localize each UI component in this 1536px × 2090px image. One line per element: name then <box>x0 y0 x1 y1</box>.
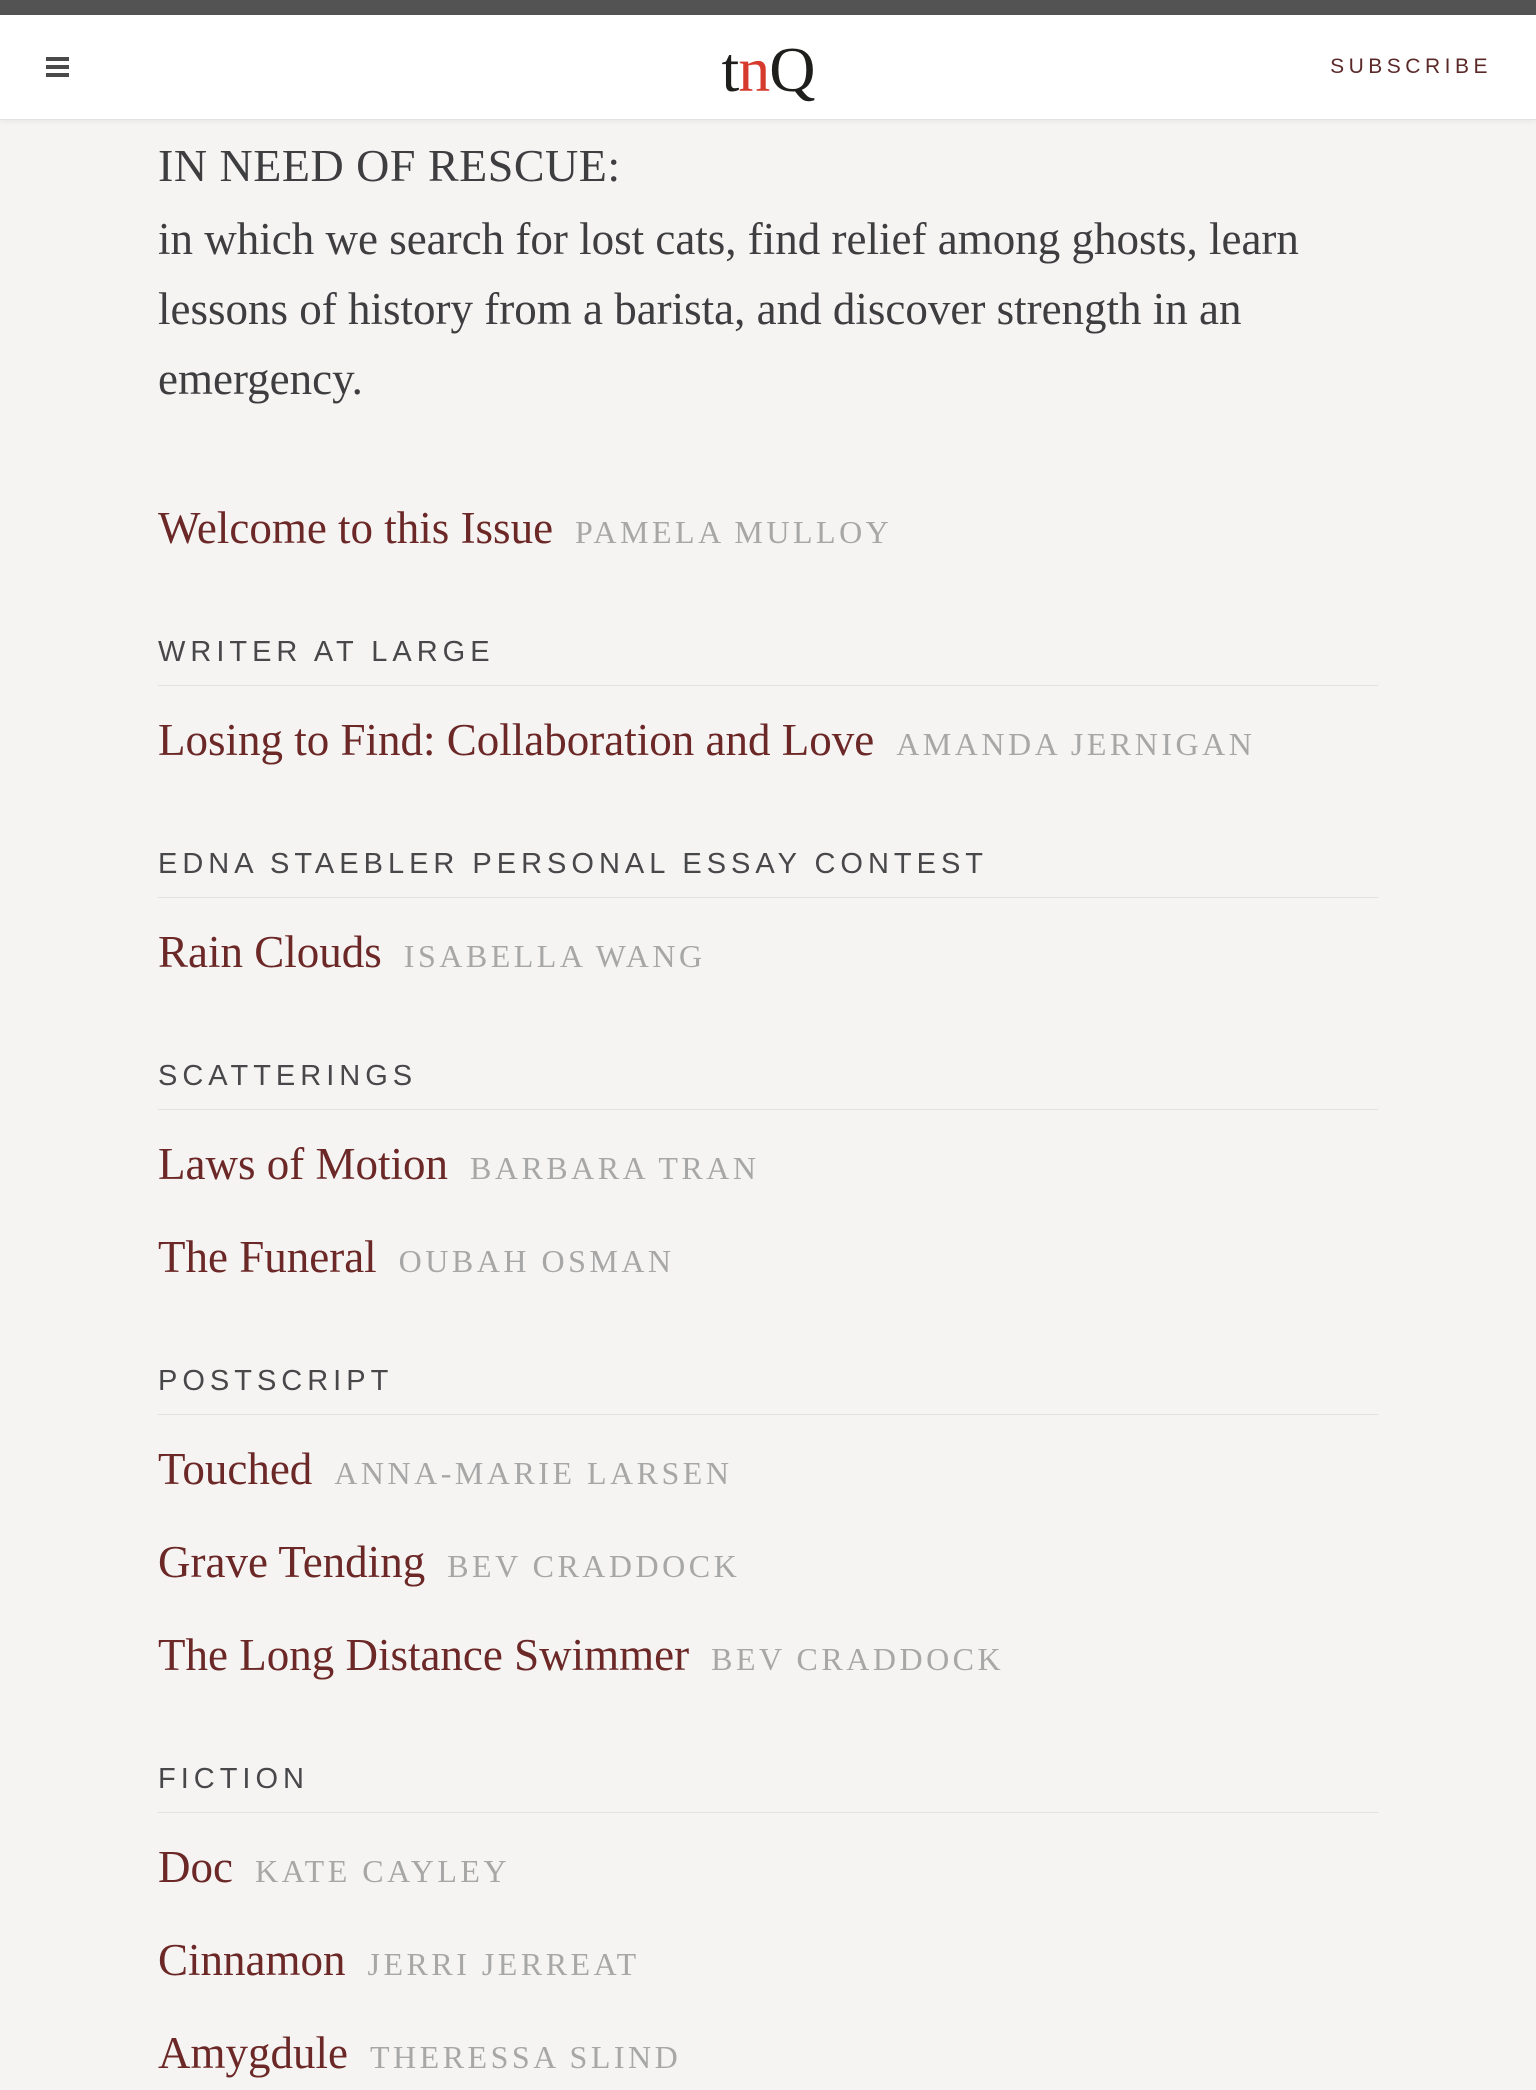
article-author: AMANDA JERNIGAN <box>896 726 1256 762</box>
section-label: WRITER AT LARGE <box>158 636 495 668</box>
section-label: FICTION <box>158 1763 309 1795</box>
section-label: EDNA STAEBLER PERSONAL ESSAY CONTEST <box>158 848 989 880</box>
article-link[interactable] <box>158 1443 1378 1506</box>
issue-intro <box>158 136 1378 414</box>
article-link-welcome[interactable] <box>158 502 1378 565</box>
article-author: BEV CRADDOCK <box>447 1548 741 1584</box>
menu-hamburger-icon[interactable] <box>46 53 69 81</box>
article-link[interactable] <box>158 1138 1378 1201</box>
article-link[interactable] <box>158 714 1378 777</box>
article-author: PAMELA MULLOY <box>575 514 893 550</box>
article-link[interactable] <box>158 2027 1378 2090</box>
section-edna-staebler-contest <box>158 847 1378 989</box>
section-writer-at-large <box>158 635 1378 777</box>
article-author: OUBAH OSMAN <box>398 1243 675 1279</box>
section-divider <box>158 897 1378 898</box>
article-link[interactable] <box>158 1536 1378 1599</box>
section-label: POSTSCRIPT <box>158 1365 394 1397</box>
article-link[interactable] <box>158 926 1378 989</box>
section-postscript <box>158 1364 1378 1692</box>
site-logo[interactable] <box>721 32 815 105</box>
section-scatterings <box>158 1059 1378 1294</box>
subscribe-link[interactable]: SUBSCRIBE <box>1330 55 1492 78</box>
section-label: SCATTERINGS <box>158 1060 418 1092</box>
article-title: Grave Tending <box>158 1537 426 1587</box>
issue-description: in which we search for lost cats, find relief among ghosts, learn lessons of history from a barista, and discover strength in an emergency. <box>158 214 1299 404</box>
logo-letter-t: t <box>721 34 739 105</box>
browser-top-bar <box>0 0 1536 15</box>
section-divider <box>158 685 1378 686</box>
site-header <box>0 15 1536 120</box>
article-author: BEV CRADDOCK <box>711 1641 1005 1677</box>
article-title: Amygdule <box>158 2028 348 2078</box>
article-author: BARBARA TRAN <box>469 1150 760 1186</box>
table-of-contents <box>158 136 1378 2090</box>
article-title: Touched <box>158 1444 313 1494</box>
article-title: The Funeral <box>158 1232 377 1282</box>
article-author: ISABELLA WANG <box>403 938 706 974</box>
article-author: THERESSA SLIND <box>369 2039 682 2075</box>
article-title: Laws of Motion <box>158 1139 448 1189</box>
article-link[interactable] <box>158 1629 1378 1692</box>
section-fiction <box>158 1762 1378 2090</box>
article-title: Losing to Find: Collaboration and Love <box>158 715 875 765</box>
article-author: KATE CAYLEY <box>254 1853 511 1889</box>
logo-letter-n: n <box>738 34 770 105</box>
section-divider <box>158 1109 1378 1110</box>
section-divider <box>158 1414 1378 1415</box>
article-title: Doc <box>158 1842 233 1892</box>
article-link[interactable] <box>158 1841 1378 1904</box>
article-link[interactable] <box>158 1934 1378 1997</box>
logo-letter-q: Q <box>769 34 815 105</box>
article-link[interactable] <box>158 1231 1378 1294</box>
article-title: Welcome to this Issue <box>158 503 554 553</box>
article-title: Rain Clouds <box>158 927 382 977</box>
article-author: JERRI JERREAT <box>367 1946 640 1982</box>
article-title: Cinnamon <box>158 1935 346 1985</box>
issue-title: IN NEED OF RESCUE: <box>158 140 621 191</box>
article-author: ANNA-MARIE LARSEN <box>334 1455 733 1491</box>
section-divider <box>158 1812 1378 1813</box>
article-title: The Long Distance Swimmer <box>158 1630 690 1680</box>
